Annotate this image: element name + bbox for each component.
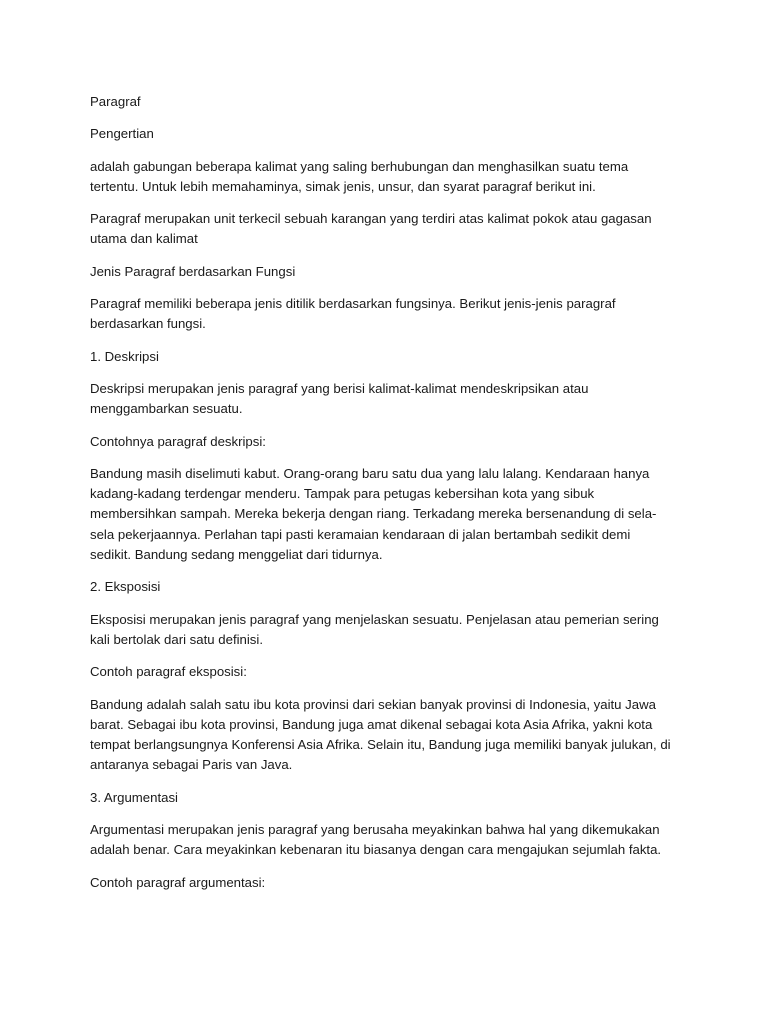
body-paragraph: adalah gabungan beberapa kalimat yang saling berhubungan dan menghasilkan suatu tema tertentu. Untuk lebih memahaminya, simak jenis, unsur, dan syarat paragraf berikut ini.	[90, 158, 629, 194]
document-title: Paragraf	[90, 94, 141, 109]
body-paragraph: Eksposisi merupakan jenis paragraf yang menjelaskan sesuatu. Penjelasan atau pemerian sering kali bertolak dari satu definisi.	[90, 611, 659, 647]
example-label: Contoh paragraf argumentasi:	[90, 874, 266, 890]
section-heading-jenis: Jenis Paragraf berdasarkan Fungsi	[90, 263, 296, 279]
subheading-argumentasi: 3. Argumentasi	[90, 789, 178, 805]
example-label: Contohnya paragraf deskripsi:	[90, 433, 266, 449]
example-paragraph: Bandung masih diselimuti kabut. Orang-orang baru satu dua yang lalu lalang. Kendaraan hanya kadang-kadang terdengar menderu. Tampak para petugas kebersihan kota yang sibuk membersihkan sampah. Mereka bekerja dengan riang. Terkadang mereka bersenandung di sela-sela pekerjaannya. Perlahan tapi pasti keramaian kendaraan di jalan bertambah sedikit demi sedikit. Bandung sedang menggeliat dari tidurnya.	[90, 465, 657, 563]
subheading-deskripsi: 1. Deskripsi	[90, 348, 159, 364]
body-paragraph: Paragraf merupakan unit terkecil sebuah karangan yang terdiri atas kalimat pokok atau gagasan utama dan kalimat	[90, 211, 652, 247]
body-paragraph: Paragraf memiliki beberapa jenis ditilik berdasarkan fungsinya. Berikut jenis-jenis paragraf berdasarkan fungsi.	[90, 296, 616, 332]
section-heading-pengertian: Pengertian	[90, 126, 154, 142]
body-paragraph: Deskripsi merupakan jenis paragraf yang berisi kalimat-kalimat mendeskripsikan atau menggambarkan sesuatu.	[90, 380, 589, 417]
subheading-eksposisi: 2. Eksposisi	[90, 579, 161, 595]
example-paragraph: Bandung adalah salah satu ibu kota provinsi dari sekian banyak provinsi di Indonesia, yaitu Jawa barat. Sebagai ibu kota provinsi, Bandung juga amat dikenal sebagai kota Asia Afrika, yakni kota tempat berlangsungnya Konferensi Asia Afrika. Selain itu, Bandung juga memiliki banyak julukan, di antaranya sebagai Paris van Java.	[90, 696, 671, 773]
body-paragraph: Argumentasi merupakan jenis paragraf yang berusaha meyakinkan bahwa hal yang dikemukakan adalah benar. Cara meyakinkan kebenaran itu biasanya dengan cara mengajukan sejumlah fakta.	[90, 822, 662, 858]
example-label: Contoh paragraf eksposisi:	[90, 664, 247, 680]
